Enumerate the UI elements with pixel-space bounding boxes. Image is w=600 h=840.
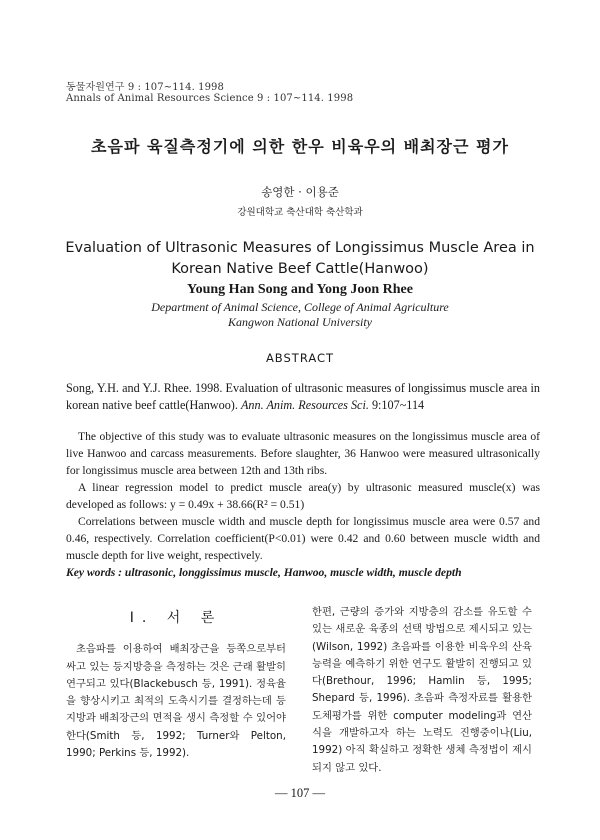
citation: [66, 380, 540, 414]
affiliation-en: [0, 300, 600, 330]
body-column-right: [312, 604, 532, 777]
journal-header-en: Annals of Animal Resources Science 9 : 107~114. 1998: [66, 93, 354, 104]
citation-pages: 9:107~114: [371, 398, 425, 412]
abstract-heading: ABSTRACT: [265, 351, 335, 365]
abstract-paragraph: The objective of this study was to evaluate ultrasonic measures on the longissimus muscle area of live Hanwoo and carcass measurements. Before slaughter, 36 Hanwoo were measured ultrasonically for longissimus muscle area between 12th and 13th ribs.: [66, 430, 540, 477]
journal-header-ko: 동물자원연구 9 : 107~114. 1998: [66, 82, 224, 93]
page-number: — 107 —: [275, 786, 325, 800]
abstract-paragraph: Correlations between muscle width and muscle depth for longissimus muscle area were 0.57 and 0.46, respectively. Correlation coefficient(P<0.01) were 0.42 and 0.60 between muscle width and muscle depth for live weight, respectively.: [66, 515, 540, 562]
keywords: Key words : ultrasonic, longgissimus muscle, Hanwoo, muscle width, muscle depth: [66, 566, 462, 579]
body-column-left: [66, 606, 286, 762]
citation-text: Song, Y.H. and Y.J. Rhee. 1998. Evaluation of ultrasonic measures of longissimus muscle area in korean native beef cattle(Hanwoo).: [66, 381, 540, 412]
affiliation-en-line-1: Department of Animal Science, College of Animal Agriculture: [151, 300, 449, 314]
paper-title-en: Evaluation of Ultrasonic Measures of Longissimus Muscle Area in Korean Native Beef Cattle(Hanwoo): [65, 240, 535, 277]
body-paragraph-right: 한편, 근량의 증가와 지방층의 감소를 유도할 수 있는 새로운 육종의 선택 방법으로 제시되고 있는(Wilson, 1992) 초음파를 이용한 비육우의 산육능력을 예측하기 위한 연구도 활발히 진행되고 있다(Brethour, 1996; Hamlin 등, 1995; Shepard 등, 1996). 초음파 측정자료를 활용한 도체평가를 위한 computer modeling과 연산식을 개발하고자 하는 노력도 진행중이나(Liu, 1992) 아직 확실하고 정확한 생체 측정법이 제시되지 않고 있다.: [312, 606, 532, 774]
authors-ko: 송영한 · 이용준: [261, 185, 339, 199]
body-paragraph-left: 초음파를 이용하여 배최장근을 등쪽으로부터 싸고 있는 등지방층을 측정하는 것은 근래 활발히 연구되고 있다(Blackebusch 등, 1991). 정육율을 향상시키고 최적의 도축시기를 결정하는데 등지방과 배최장근의 면적을 생시 측정할 수 있어야 한다(Smith 등, 1992; Turner와 Pelton, 1990; Perkins 등, 1992).: [66, 643, 286, 760]
section-heading-introduction: I. 서 론: [129, 610, 223, 626]
affiliation-en-line-2: Kangwon National University: [228, 315, 372, 329]
paper-title-ko: 초음파 육질측정기에 의한 한우 비육우의 배최장근 평가: [91, 137, 509, 156]
affiliation-ko: 강원대학교 축산대학 축산학과: [237, 207, 363, 218]
citation-journal: Ann. Anim. Resources Sci.: [240, 398, 369, 412]
authors-en: Young Han Song and Yong Joon Rhee: [187, 282, 413, 297]
abstract-body: [66, 428, 540, 564]
abstract-paragraph: A linear regression model to predict muscle area(y) by ultrasonic measured muscle(x) was developed as follows: y = 0.49x + 38.66(R² = 0.51): [66, 481, 540, 511]
